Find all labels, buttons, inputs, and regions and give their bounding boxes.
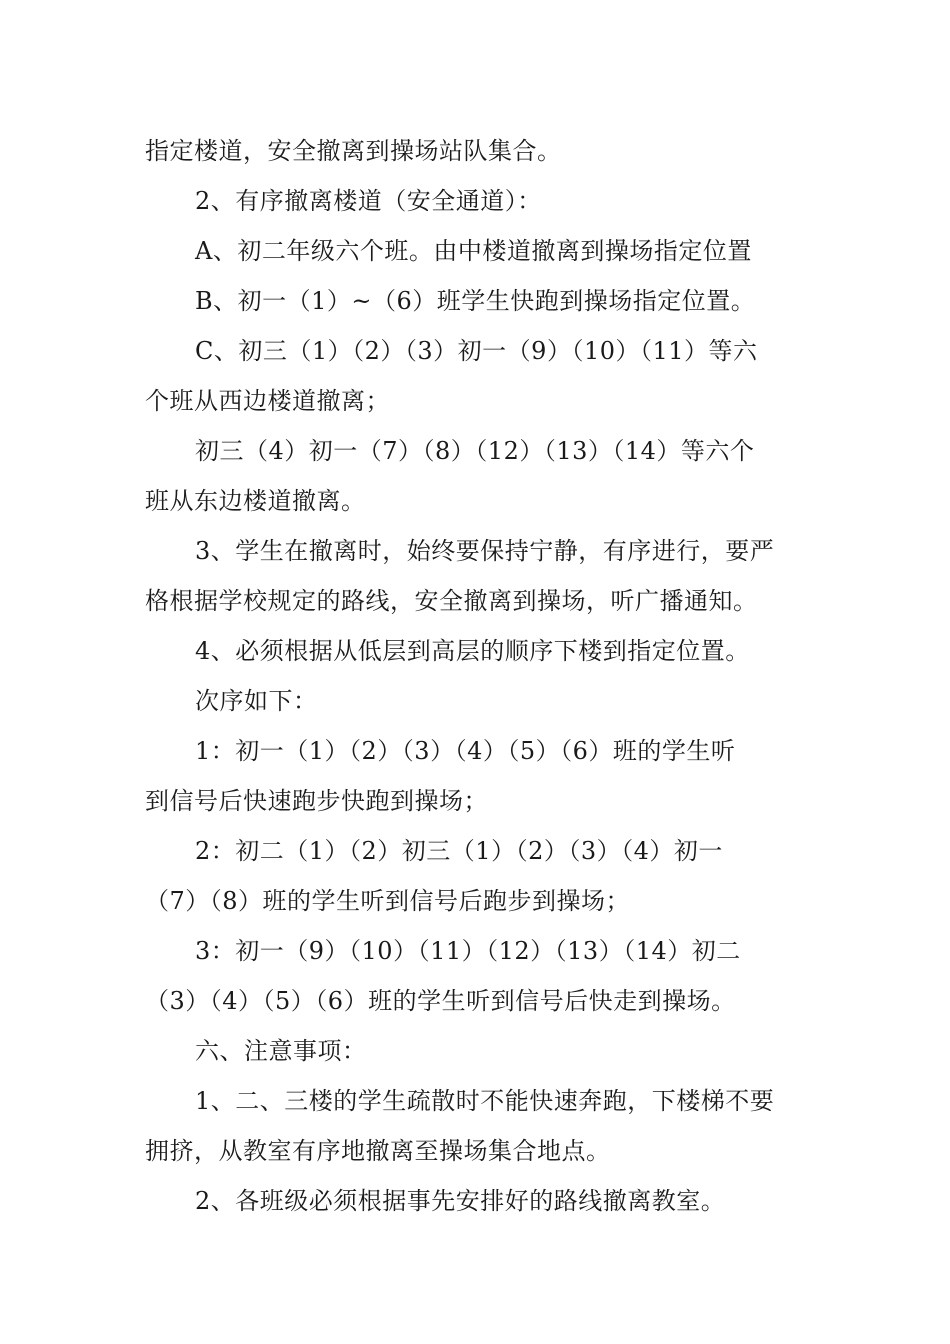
text-line: 2、各班级必须根据事先安排好的路线撤离教室。 (195, 1187, 726, 1215)
text-line: 3：初一（9）（10）（11）（12）（13）（14）初二 (195, 937, 741, 965)
text-line: 4、必须根据从低层到高层的顺序下楼到指定位置。 (195, 637, 750, 665)
text-line: （3）（4）（5）（6）班的学生听到信号后快走到操场。 (145, 987, 736, 1015)
text-line: 到信号后快速跑步快跑到操场； (145, 787, 488, 815)
text-line: A、初二年级六个班。由中楼道撤离到操场指定位置 (195, 237, 752, 265)
text-line: 六、注意事项： (195, 1037, 367, 1065)
text-line: 1：初一（1）（2）（3）（4）（5）（6）班的学生听 (195, 737, 736, 765)
text-line: 拥挤，从教室有序地撤离至操场集合地点。 (145, 1137, 611, 1165)
text-line: 格根据学校规定的路线，安全撤离到操场，听广播通知。 (145, 587, 758, 615)
text-line: 次序如下： (195, 687, 318, 715)
text-line: 指定楼道，安全撤离到操场站队集合。 (145, 137, 562, 165)
document-body (145, 126, 807, 1226)
text-line: 3、学生在撤离时，始终要保持宁静，有序进行，要严 (195, 537, 775, 565)
text-line: 个班从西边楼道撤离； (145, 387, 390, 415)
text-line: 初三（4）初一（7）（8）（12）（13）（14）等六个 (195, 437, 755, 465)
text-line: 班从东边楼道撤离。 (145, 487, 366, 515)
text-line: 2：初二（1）（2）初三（1）（2）（3）（4）初一 (195, 837, 723, 865)
text-line: （7）（8）班的学生听到信号后跑步到操场； (145, 887, 631, 915)
text-line: B、初一（1）~（6）班学生快跑到操场指定位置。 (195, 287, 756, 315)
text-line: C、初三（1）（2）（3）初一（9）（10）（11）等六 (195, 337, 758, 365)
text-line: 1、二、三楼的学生疏散时不能快速奔跑，下楼梯不要 (195, 1087, 775, 1115)
text-line: 2、有序撤离楼道（安全通道）： (195, 187, 542, 215)
